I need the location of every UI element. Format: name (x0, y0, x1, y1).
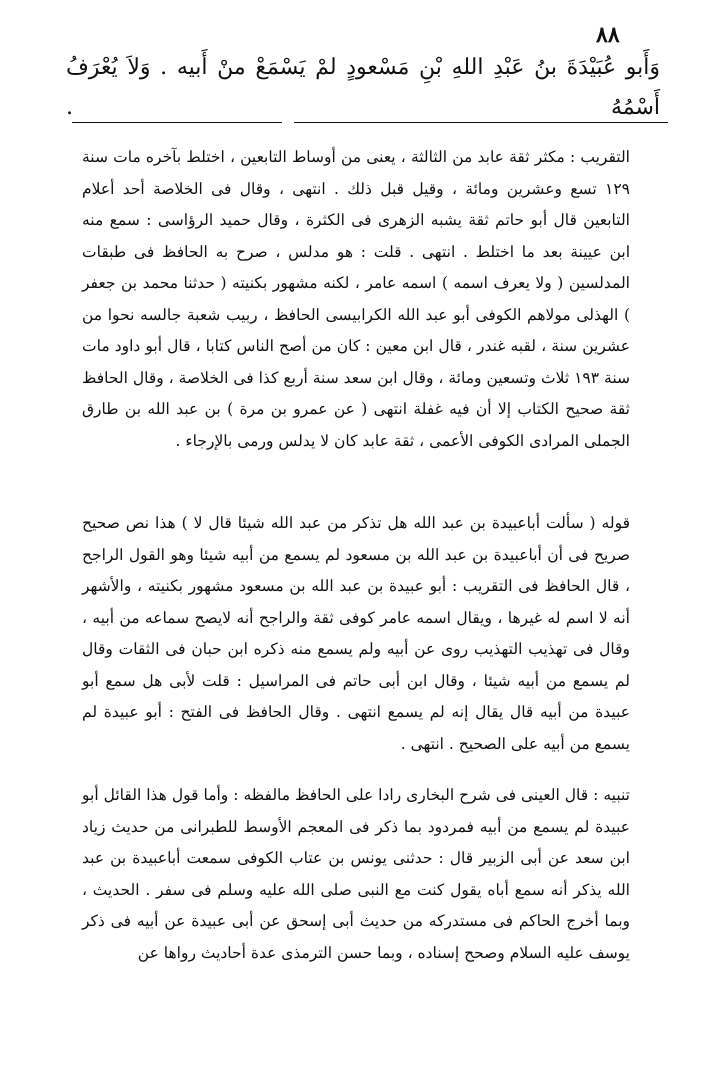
page-number: ٨٨ (596, 22, 620, 48)
separator-line (294, 122, 668, 123)
hadith-text: وَأَبو عُبَيْدَةَ بنُ عَبْدِ اللهِ بْنِ مَسْعودٍ لمْ يَسْمَعْ منْ أَبيه . وَلاَ يُعْرَفُ أَسْمُهُ . (66, 55, 660, 120)
commentary-paragraph: التقريب : مكثر ثقة عابد من الثالثة ، يعنى من أوساط التابعين ، اختلط بآخره مات سنة ١٢٩ تسع وعشرين ومائة ، وقيل قبل ذلك . انتهى ، وقال فى الخلاصة أحد أعلام التابعين قال أبو حاتم ثقة يشبه الزهرى فى الكثرة ، وقال حميد الرؤاسى : سمع منه ابن عيينة بعد ما اختلط . انتهى . قلت : هو مدلس ، صرح به الحافظ فى طبقات المدلسين ( ولا يعرف اسمه ) اسمه عامر ، لكنه مشهور بكنيته ( حدثنا محمد بن جعفر ) الهذلى مولاهم الكوفى أبو عبد الله الكرابيسى الحافظ ، ربيب شعبة جالسه نحوا من عشرين سنة ، لقبه غندر ، قال ابن معين : كان من أصح الناس كتابا ، قال أبو داود مات سنة ١٩٣ ثلاث وتسعين ومائة ، وقال ابن سعد سنة أربع كذا فى الخلاصة ، وقال الحافظ ثقة صحيح الكتاب إلا أن فيه غفلة انتهى ( عن عمرو بن مرة ) بن عبد الله بن طارق الجملى المرادى الكوفى الأعمى ، ثقة عابد كان لا يدلس ورمى بالإرجاء . (82, 148, 631, 450)
separator-line (72, 122, 282, 123)
commentary-paragraph: قوله ( سألت أباعبيدة بن عبد الله هل تذكر من عبد الله شيئا قال لا ) هذا نص صحيح صريح فى أن أباعبيدة بن عبد الله بن مسعود لم يسمع من أبيه شيئا وهو القول الراجح ، قال الحافظ فى التقريب : أبو عبيدة بن عبد الله بن مسعود مشهور بكنيته ، والأشهر أنه لا اسم له غيرها ، ويقال اسمه عامر كوفى ثقة والراجح أنه لايصح سماعه من أبيه ، وقال فى تهذيب التهذيب روى عن أبيه ولم يسمع منه ذكره ابن حبان فى الثقات وقال لم يسمع من أبيه شيئا ، وقال ابن أبى حاتم فى المراسيل : قلت لأبى هل سمع أبو عبيدة من أبيه قال يقال إنه لم يسمع انتهى . وقال الحافظ فى الفتح : أبو عبيدة لم يسمع من أبيه على الصحيح . انتهى . (82, 514, 630, 753)
commentary-paragraph: تنبيه : قال العينى فى شرح البخارى رادا على الحافظ مالفظه : وأما قول هذا القائل أبو عبيدة لم يسمع من أبيه فمردود بما ذكر فى المعجم الأوسط للطبرانى من حديث زياد ابن سعد عن أبى الزبير قال : حدثنى يونس بن عتاب الكوفى سمعت أباعبيدة بن عبد الله يذكر أنه سمع أباه يقول كنت مع النبى صلى الله عليه وسلم فى سفر . الحديث ، وبما أخرج الحاكم فى مستدركه من حديث أبى إسحق عن أبى عبيدة عن أبيه فى ذكر يوسف عليه السلام وصحح إسناده ، وبما حسن الترمذى عدة أحاديث رواها عن (82, 786, 630, 962)
